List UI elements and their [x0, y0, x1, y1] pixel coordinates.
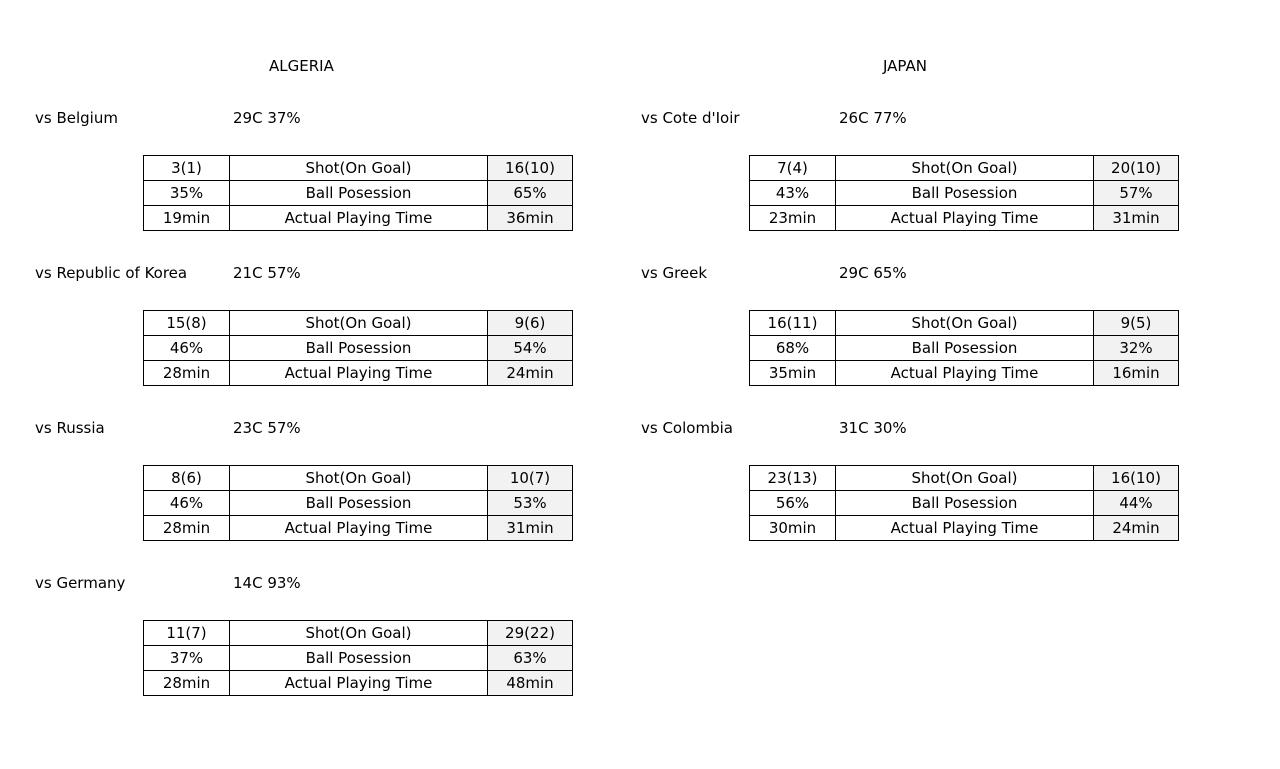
weather-label: 21C 57%: [233, 264, 301, 282]
team-value-cell: 7(4): [750, 156, 836, 181]
match-stats-table: [143, 620, 573, 696]
opponent-value-cell: 24min: [488, 361, 573, 386]
team-value-cell: 68%: [750, 336, 836, 361]
team-value-cell: 28min: [144, 671, 230, 696]
opponent-label: vs Colombia: [641, 419, 733, 437]
team-value-cell: 23(13): [750, 466, 836, 491]
team-value-cell: 46%: [144, 491, 230, 516]
opponent-value-cell: 63%: [488, 646, 573, 671]
team-value-cell: 23min: [750, 206, 836, 231]
opponent-label: vs Russia: [35, 419, 105, 437]
match-block: [0, 310, 620, 537]
opponent-value-cell: 48min: [488, 671, 573, 696]
match-block: [0, 0, 620, 227]
stat-label-cell: Actual Playing Time: [836, 516, 1094, 541]
opponent-value-cell: 54%: [488, 336, 573, 361]
stat-label-cell: Shot(On Goal): [230, 466, 488, 491]
stat-label-cell: Ball Posession: [836, 181, 1094, 206]
match-stats-table: [749, 465, 1179, 541]
weather-label: 29C 37%: [233, 109, 301, 127]
match-block: [606, 0, 1226, 227]
opponent-value-cell: 53%: [488, 491, 573, 516]
stat-label-cell: Ball Posession: [230, 491, 488, 516]
stat-label-cell: Actual Playing Time: [836, 206, 1094, 231]
opponent-value-cell: 31min: [1094, 206, 1179, 231]
team-value-cell: 16(11): [750, 311, 836, 336]
team-title-japan: JAPAN: [883, 57, 927, 75]
team-value-cell: 28min: [144, 361, 230, 386]
opponent-value-cell: 32%: [1094, 336, 1179, 361]
stat-label-cell: Actual Playing Time: [230, 361, 488, 386]
stat-label-cell: Shot(On Goal): [836, 311, 1094, 336]
opponent-label: vs Greek: [641, 264, 708, 282]
team-value-cell: 37%: [144, 646, 230, 671]
team-value-cell: 35%: [144, 181, 230, 206]
opponent-label: vs Germany: [35, 574, 126, 592]
opponent-label: vs Belgium: [35, 109, 118, 127]
match-block: [606, 155, 1226, 382]
table-row: [750, 491, 1179, 516]
opponent-value-cell: 65%: [488, 181, 573, 206]
opponent-label: vs Cote d'Ioir: [641, 109, 740, 127]
stat-label-cell: Shot(On Goal): [230, 311, 488, 336]
team-value-cell: 3(1): [144, 156, 230, 181]
stat-label-cell: Actual Playing Time: [230, 671, 488, 696]
table-row: [750, 516, 1179, 541]
stat-label-cell: Ball Posession: [230, 646, 488, 671]
stat-label-cell: Shot(On Goal): [230, 621, 488, 646]
match-block: [606, 310, 1226, 537]
opponent-value-cell: 20(10): [1094, 156, 1179, 181]
stat-label-cell: Shot(On Goal): [836, 466, 1094, 491]
opponent-value-cell: 36min: [488, 206, 573, 231]
stat-label-cell: Actual Playing Time: [230, 206, 488, 231]
stat-label-cell: Shot(On Goal): [836, 156, 1094, 181]
opponent-value-cell: 44%: [1094, 491, 1179, 516]
stat-label-cell: Shot(On Goal): [230, 156, 488, 181]
opponent-value-cell: 16(10): [488, 156, 573, 181]
opponent-value-cell: 31min: [488, 516, 573, 541]
match-block: [0, 155, 620, 382]
table-row: [144, 671, 573, 696]
opponent-value-cell: 16(10): [1094, 466, 1179, 491]
table-row: [750, 466, 1179, 491]
opponent-label: vs Republic of Korea: [35, 264, 188, 282]
team-value-cell: 56%: [750, 491, 836, 516]
team-value-cell: 28min: [144, 516, 230, 541]
weather-label: 14C 93%: [233, 574, 301, 592]
algeria-column: [0, 0, 620, 769]
weather-label: 26C 77%: [839, 109, 907, 127]
opponent-value-cell: 10(7): [488, 466, 573, 491]
team-value-cell: 46%: [144, 336, 230, 361]
team-value-cell: 11(7): [144, 621, 230, 646]
match-block: [0, 465, 620, 692]
stat-label-cell: Ball Posession: [836, 491, 1094, 516]
team-value-cell: 19min: [144, 206, 230, 231]
stat-label-cell: Ball Posession: [230, 336, 488, 361]
weather-label: 31C 30%: [839, 419, 907, 437]
stat-label-cell: Actual Playing Time: [230, 516, 488, 541]
opponent-value-cell: 29(22): [488, 621, 573, 646]
opponent-value-cell: 9(6): [488, 311, 573, 336]
team-value-cell: 35min: [750, 361, 836, 386]
opponent-value-cell: 57%: [1094, 181, 1179, 206]
weather-label: 29C 65%: [839, 264, 907, 282]
weather-label: 23C 57%: [233, 419, 301, 437]
stat-label-cell: Ball Posession: [230, 181, 488, 206]
team-value-cell: 8(6): [144, 466, 230, 491]
team-value-cell: 30min: [750, 516, 836, 541]
table-row: [144, 621, 573, 646]
team-value-cell: 43%: [750, 181, 836, 206]
team-title-algeria: ALGERIA: [269, 57, 334, 75]
opponent-value-cell: 16min: [1094, 361, 1179, 386]
table-row: [144, 646, 573, 671]
japan-column: [606, 0, 1226, 769]
stat-label-cell: Ball Posession: [836, 336, 1094, 361]
opponent-value-cell: 9(5): [1094, 311, 1179, 336]
team-value-cell: 15(8): [144, 311, 230, 336]
stat-label-cell: Actual Playing Time: [836, 361, 1094, 386]
opponent-value-cell: 24min: [1094, 516, 1179, 541]
